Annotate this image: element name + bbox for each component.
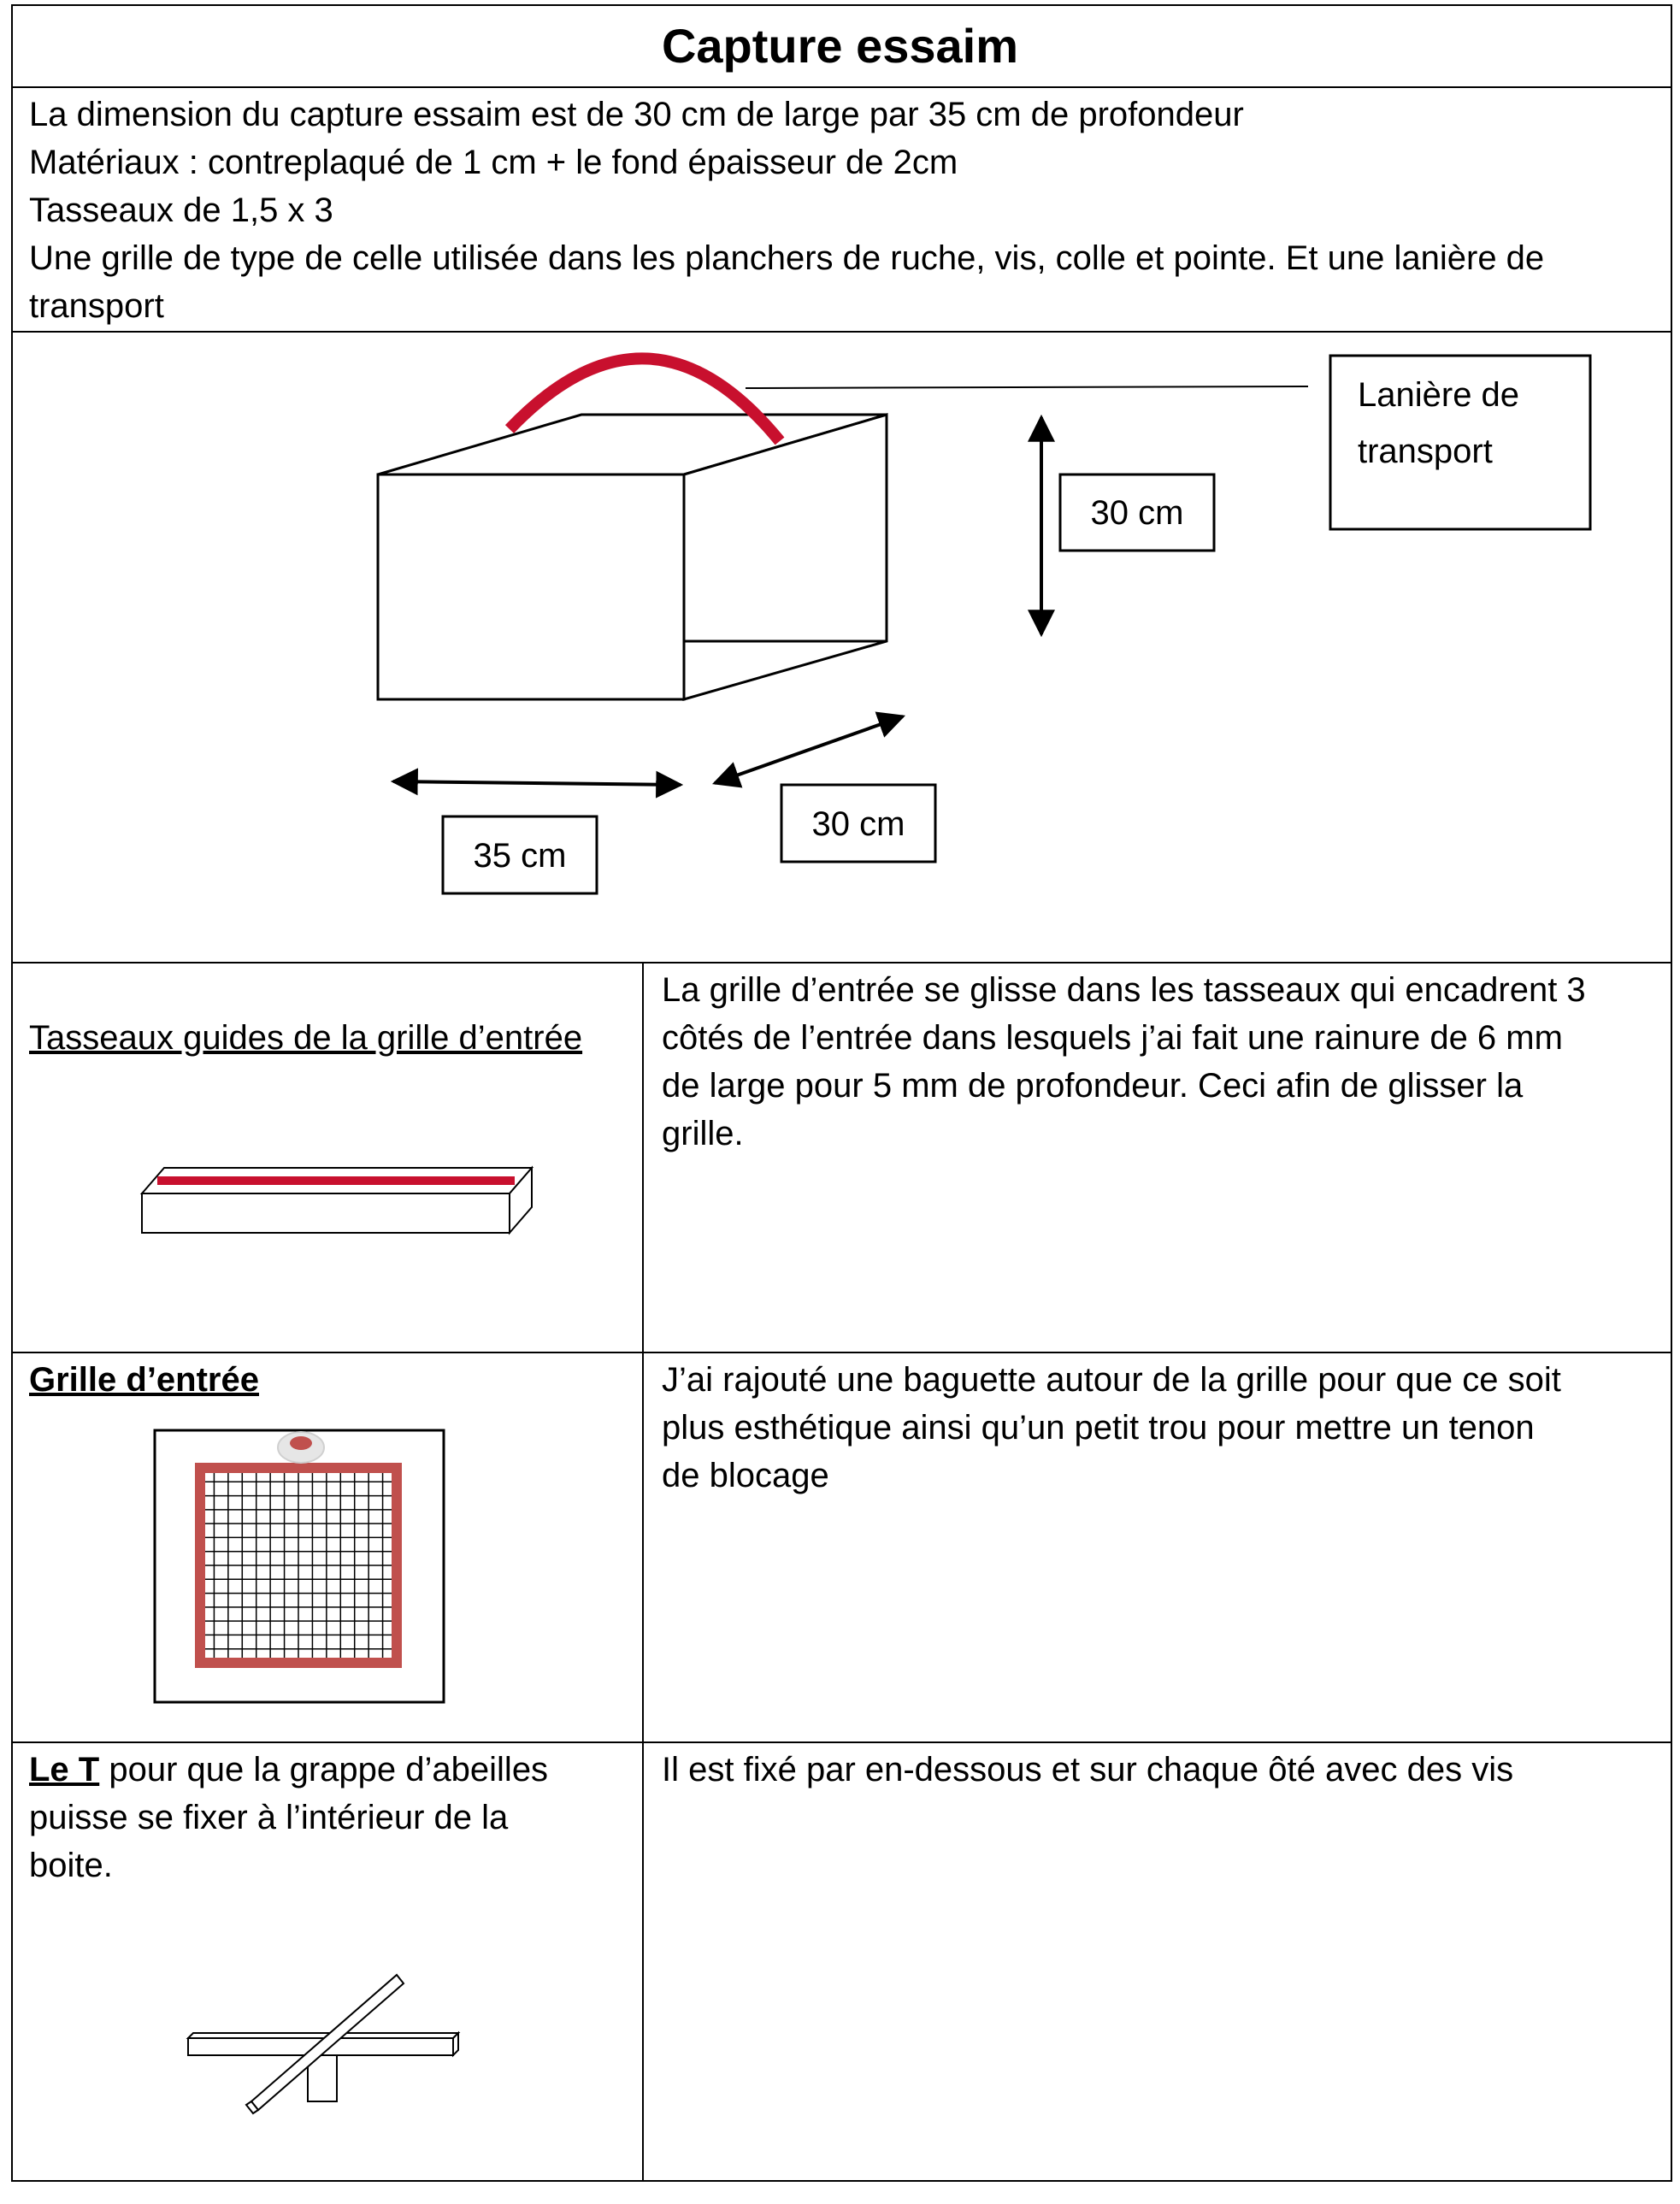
guide-rails-text-2: côtés de l’entrée dans lesquels j’ai fait une rainure de 6 mm [662,1019,1563,1057]
t-bar-heading [29,1746,548,1794]
guide-rails-text-4: grille. [662,1115,744,1152]
width-label: 30 cm [811,805,905,843]
intro-line-1: La dimension du capture essaim est de 30 cm de large par 35 cm de profondeur [29,96,1244,133]
entrance-grid-text-2: plus esthétique ainsi qu’un petit trou pour mettre un tenon [662,1409,1535,1447]
strap-leader-line [746,386,1308,388]
box-front-face [378,474,684,699]
length-arrow [393,781,681,785]
length-label: 35 cm [473,837,567,875]
page-title: Capture essaim [661,19,1019,73]
height-label: 30 cm [1090,494,1184,532]
t-bar-heading-line-2: puisse se fixer à l’intérieur de la [29,1799,509,1836]
t-bar-heading-rest: pour que la grappe d’abeilles [99,1751,549,1789]
entrance-grid-heading: Grille d’entrée [29,1361,259,1399]
width-arrow [715,716,903,783]
entrance-grid-text-3: de blocage [662,1457,829,1494]
t-bar-text-1: Il est fixé par en-dessous et sur chaque ôté avec des vis [662,1751,1514,1789]
guide-rails-heading: Tasseaux guides de la grille d’entrée [29,1019,583,1057]
guide-rails-text-3: de large pour 5 mm de profondeur. Ceci afin de glisser la [662,1067,1524,1105]
intro-line-3: Tasseaux de 1,5 x 3 [29,192,333,229]
t-bar-heading-bold: Le T [29,1751,100,1789]
t-bar-heading-line-3: boite. [29,1847,113,1884]
guide-rails-text-1: La grille d’entrée se glisse dans les tasseaux qui encadrent 3 [662,971,1586,1009]
locking-hole [290,1436,312,1450]
intro-line-5: transport [29,287,164,325]
guide-rail-illustration [128,1154,727,1274]
intro-line-4: Une grille de type de celle utilisée dans les planchers de ruche, vis, colle et pointe. Et une lanière de [29,239,1545,277]
strap-label-line-2: transport [1358,433,1493,470]
entrance-grid-text-1: J’ai rajouté une baguette autour de la grille pour que ce soit [662,1361,1561,1399]
intro-line-2: Matériaux : contreplaqué de 1 cm + le fond épaisseur de 2cm [29,144,958,181]
t-bar-illustration [180,1966,487,2137]
strap-label-line-1: Lanière de [1358,376,1520,414]
entrance-grid-illustration [150,1419,458,1710]
